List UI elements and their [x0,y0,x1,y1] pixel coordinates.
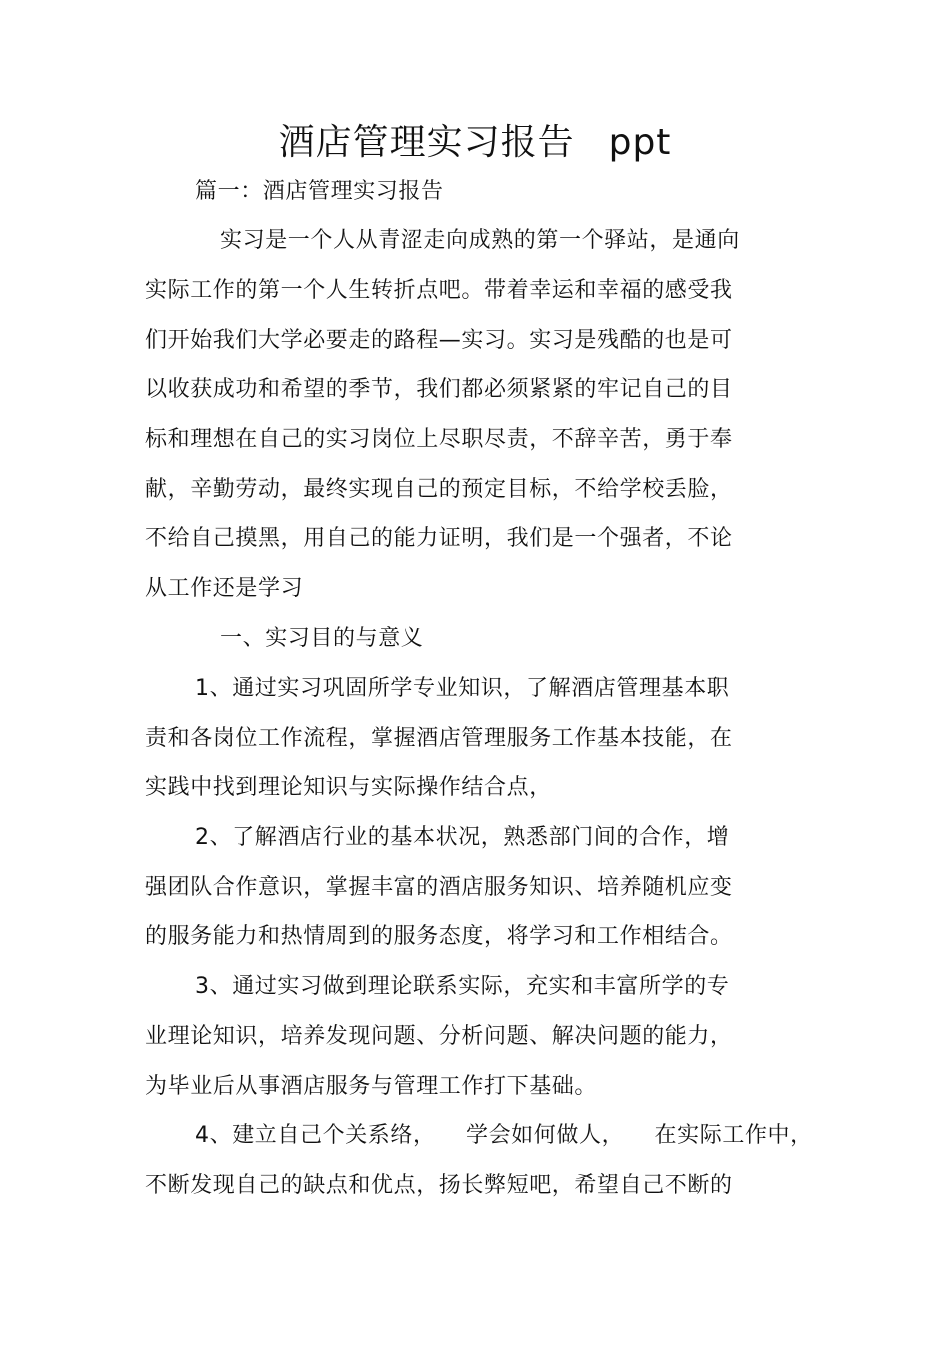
title-text: 酒店管理实习报告 [278,122,575,163]
paragraph-line: 实际工作的第一个人生转折点吧。带着幸运和幸福的感受我 [145,278,733,303]
list-item-line: 不断发现自己的缺点和优点，扬长弊短吧，希望自己不断的 [145,1173,733,1198]
paragraph-line: 从工作还是学习 [145,576,304,601]
paragraph-line: 以收获成功和希望的季节，我们都必须紧紧的牢记自己的目 [145,377,733,402]
list-item-line: 责和各岗位工作流程，掌握酒店管理服务工作基本技能，在 [145,726,733,751]
subtitle: 篇一：酒店管理实习报告 [195,179,444,204]
list-item-line: 的服务能力和热情周到的服务态度，将学习和工作相结合。 [145,924,733,949]
paragraph-line: 献，辛勤劳动，最终实现自己的预定目标，不给学校丢脸， [145,477,733,502]
list-item-line: 业理论知识，培养发现问题、分析问题、解决问题的能力， [145,1024,733,1049]
paragraph-line: 标和理想在自己的实习岗位上尽职尽责，不辞辛苦，勇于奉 [145,427,733,452]
paragraph-line: 们开始我们大学必要走的路程—实习。实习是残酷的也是可 [145,328,733,353]
list-item-line: 强团队合作意识，掌握丰富的酒店服务知识、培养随机应变 [145,875,733,900]
title-suffix: ppt [608,122,672,163]
section-heading: 一、实习目的与意义 [220,626,424,651]
list-item-line: 1、通过实习巩固所学专业知识，了解酒店管理基本职 [195,676,730,701]
list-item-line: 2、了解酒店行业的基本状况，熟悉部门间的合作，增 [195,825,730,850]
paragraph-line: 实习是一个人从青涩走向成熟的第一个驿站，是通向 [220,228,740,253]
document-title [0,118,950,168]
list-item-line: 实践中找到理论知识与实际操作结合点， [145,775,552,800]
list-item-line: 4、建立自己个关系络， 学会如何做人， 在实际工作中， [195,1123,813,1148]
paragraph-line: 不给自己摸黑，用自己的能力证明，我们是一个强者，不论 [145,526,733,551]
list-item-line: 为毕业后从事酒店服务与管理工作打下基础。 [145,1074,598,1099]
list-item-line: 3、通过实习做到理论联系实际，充实和丰富所学的专 [195,974,730,999]
